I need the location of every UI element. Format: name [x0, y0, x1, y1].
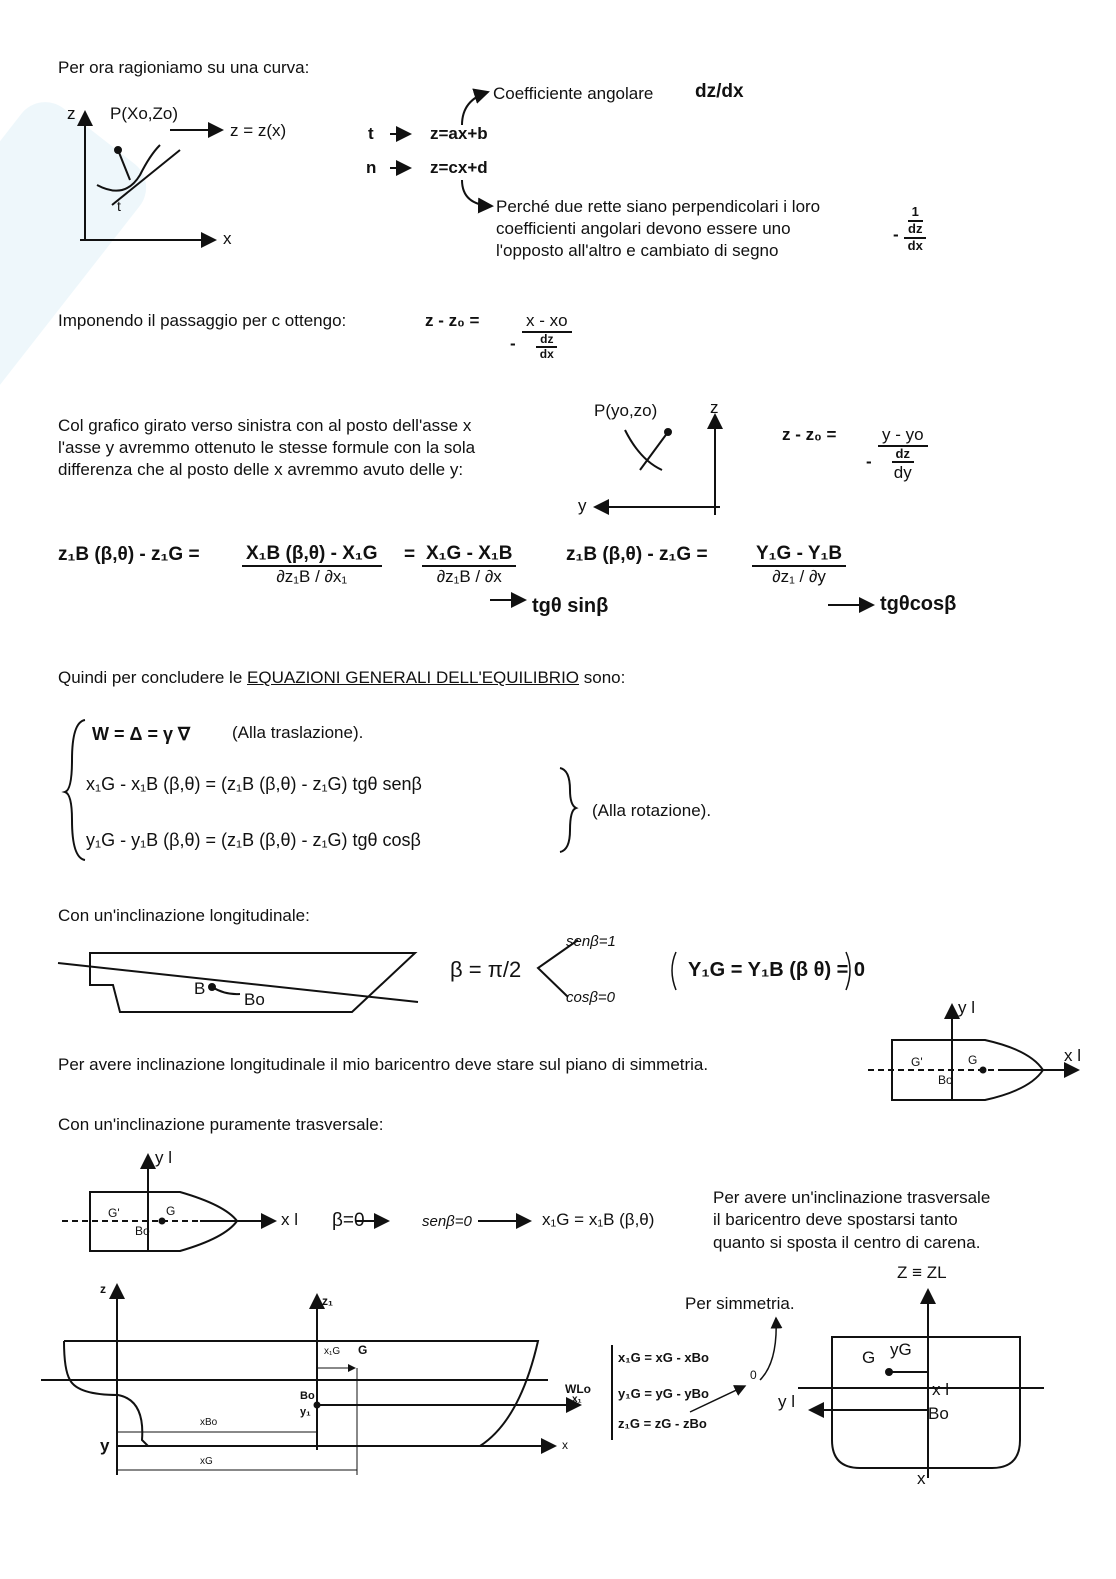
conclusion-post: sono: — [583, 668, 626, 687]
minus-sign: - — [893, 225, 899, 244]
eq-x1g: x₁G = xG - xBo — [618, 1350, 709, 1365]
bo-label: Bo — [244, 990, 265, 1009]
rotated-text-line-2: l'asse y avremmo ottenuto le stesse formule con la sola — [58, 438, 476, 457]
b-label: B — [194, 979, 206, 998]
section-yg-label: yG — [890, 1340, 912, 1359]
side-x-label: x — [562, 1438, 568, 1452]
ship-section-view — [798, 1290, 1044, 1478]
tangent-label: t — [117, 198, 121, 214]
side-x1-label: x₁ — [572, 1394, 582, 1405]
tangent-equation: z=ax+b — [430, 124, 488, 143]
plan-y-label: y l — [958, 998, 975, 1017]
fraction-y — [752, 543, 846, 586]
perp-note-line-3: l'opposto all'altro e cambiato di segno — [496, 241, 779, 260]
eq-y1g: y₁G = yG - yBo — [618, 1386, 709, 1401]
rotated-diagram — [595, 415, 720, 515]
perp-note-line-2: coefficienti angolari devono essere uno — [496, 219, 791, 238]
fraction-numerator: y - yo — [878, 425, 928, 447]
fraction-numerator: Y₁G - Y₁B — [752, 543, 846, 567]
conclusion-text — [58, 668, 625, 688]
minus-sign: - — [866, 452, 872, 471]
rotated-text-line-1: Col grafico girato verso sinistra con al posto dell'asse x — [58, 416, 472, 435]
perpendicular-slope-fraction — [904, 205, 926, 254]
z-axis-label: z — [67, 104, 76, 123]
fraction-numerator: x - xo — [522, 311, 572, 333]
side-x1g-label: x₁G — [324, 1346, 341, 1357]
fraction-dx: dx — [907, 237, 923, 253]
side-z-label: z — [100, 1282, 106, 1296]
plan-y-label: y l — [155, 1148, 172, 1167]
eq-z1g: z₁G = zG - zBo — [618, 1416, 707, 1431]
plan-bo-label: Bo — [938, 1073, 953, 1087]
rotated-lhs: z - z₀ = — [782, 425, 837, 444]
tangent-line-label: t — [368, 124, 374, 143]
rotated-fraction — [878, 425, 928, 483]
side-y1-label: y₁ — [300, 1406, 311, 1418]
transversal-title: Con un'inclinazione puramente trasversale: — [58, 1115, 384, 1134]
equals-sign: = — [404, 544, 416, 565]
fraction-denominator: ∂z₁B / ∂x — [436, 566, 502, 586]
side-g-label: G — [358, 1343, 368, 1357]
plan-x-label: x l — [281, 1210, 298, 1229]
rotated-text-line-3: differenza che al posto delle x avremmo avuto delle y: — [58, 460, 464, 479]
section-y1-label: y l — [778, 1392, 795, 1411]
rotation-equation-y: y₁G - y₁B (β,θ) = (z₁B (β,θ) - z₁G) tgθ cosβ — [86, 830, 421, 850]
fraction-numerator: X₁B (β,θ) - X₁G — [242, 543, 382, 567]
passage-lhs: z - z₀ = — [425, 311, 480, 330]
y-axis-label: y — [578, 496, 587, 515]
z-axis-label: z — [710, 398, 719, 417]
equation-lhs-y: z₁B (β,θ) - z₁G = — [566, 544, 708, 565]
ship-side-view — [41, 1285, 580, 1475]
sin-zero: senβ=0 — [422, 1213, 472, 1230]
plan-bo-label: Bo — [135, 1224, 150, 1238]
rotation-note: (Alla rotazione). — [592, 801, 712, 820]
side-xg-label: xG — [200, 1456, 213, 1467]
conclusion-pre: Quindi per concludere le — [58, 668, 243, 687]
plan-g1-label: G' — [108, 1206, 120, 1220]
section-bo-label: Bo — [928, 1404, 949, 1423]
fraction-denominator: ∂z₁B / ∂x₁ — [276, 566, 348, 586]
fraction-dz: dz — [536, 333, 557, 349]
fraction-dy: dy — [893, 463, 912, 483]
longitudinal-result: Y₁G = Y₁B (β θ) = 0 — [688, 959, 866, 981]
sin-value: senβ=1 — [566, 933, 616, 950]
side-xbo-label: xBo — [200, 1417, 218, 1428]
perp-note-line-1: Perché due rette siano perpendicolari i loro — [496, 197, 821, 216]
plan-x-label: x l — [1064, 1046, 1081, 1065]
fraction-dz: dz — [892, 447, 914, 464]
side-z1-label: z₁ — [322, 1294, 333, 1308]
symmetry-note: Per simmetria. — [685, 1294, 795, 1313]
beta-value: β = π/2 — [450, 957, 522, 982]
fraction-dz: dz — [904, 222, 926, 239]
plan-g-label: G — [166, 1204, 176, 1218]
fraction-numerator: X₁G - X₁B — [422, 543, 516, 567]
rotation-equation-x: x₁G - x₁B (β,θ) = (z₁B (β,θ) - z₁G) tgθ senβ — [86, 774, 422, 794]
curve-label: z = z(x) — [230, 121, 287, 140]
equation-lhs-x: z₁B (β,θ) - z₁G = — [58, 544, 200, 565]
longitudinal-title: Con un'inclinazione longitudinale: — [58, 906, 310, 925]
intro-text: Per ora ragioniamo su una curva: — [58, 58, 310, 77]
normal-line-label: n — [366, 158, 377, 177]
point-label: P(Xo,Zo) — [110, 104, 179, 123]
equations-title: EQUAZIONI GENERALI DELL'EQUILIBRIO — [247, 668, 580, 687]
section-x-label: x — [917, 1469, 926, 1488]
section-g-label: G — [862, 1348, 876, 1367]
fraction-denominator: ∂z₁ / ∂y — [772, 566, 826, 586]
fraction-dx: dx — [539, 347, 554, 362]
plan-g1-label: G' — [911, 1055, 923, 1069]
result-sin: tgθ sinβ — [532, 595, 609, 617]
minus-sign: - — [510, 334, 516, 353]
side-bo-label: Bo — [300, 1390, 315, 1402]
side-waterline-label: WLo — [565, 1382, 591, 1396]
side-y-label: y — [100, 1436, 110, 1455]
cos-value: cosβ=0 — [566, 989, 616, 1006]
passage-text: Imponendo il passaggio per c ottengo: — [58, 311, 347, 330]
fraction-numerator: 1 — [908, 205, 923, 222]
passage-fraction — [522, 311, 572, 362]
normal-equation: z=cx+d — [430, 158, 488, 177]
translation-equation: W = Δ = γ ∇ — [92, 724, 191, 744]
point-label: P(yo,zo) — [594, 401, 658, 420]
x-axis-label: x — [223, 229, 232, 248]
coefficient-fraction: dz/dx — [695, 81, 744, 102]
result-cos: tgθcosβ — [880, 593, 957, 615]
plan-view-2 — [62, 1155, 530, 1252]
transversal-note-line-1: Per avere un'inclinazione trasversale — [713, 1188, 991, 1207]
transversal-note-line-2: il baricentro deve spostarsi tanto — [713, 1210, 958, 1229]
longitudinal-note: Per avere inclinazione longitudinale il mio baricentro deve stare sul piano di simmetria. — [58, 1055, 709, 1074]
zero-label: 0 — [750, 1368, 757, 1382]
transversal-note-line-3: quanto si sposta il centro di carena. — [713, 1233, 981, 1252]
section-x1-label: x l — [932, 1380, 949, 1399]
fraction-x2 — [422, 543, 516, 586]
fraction-x1 — [242, 543, 382, 586]
section-z-label: Z ≡ ZL — [897, 1263, 947, 1282]
beta-zero: β=0 — [332, 1210, 365, 1231]
coefficient-note: Coefficiente angolare — [493, 84, 654, 103]
transversal-result: x₁G = x₁B (β,θ) — [542, 1210, 655, 1229]
translation-note: (Alla traslazione). — [232, 723, 364, 742]
plan-g-label: G — [968, 1053, 978, 1067]
